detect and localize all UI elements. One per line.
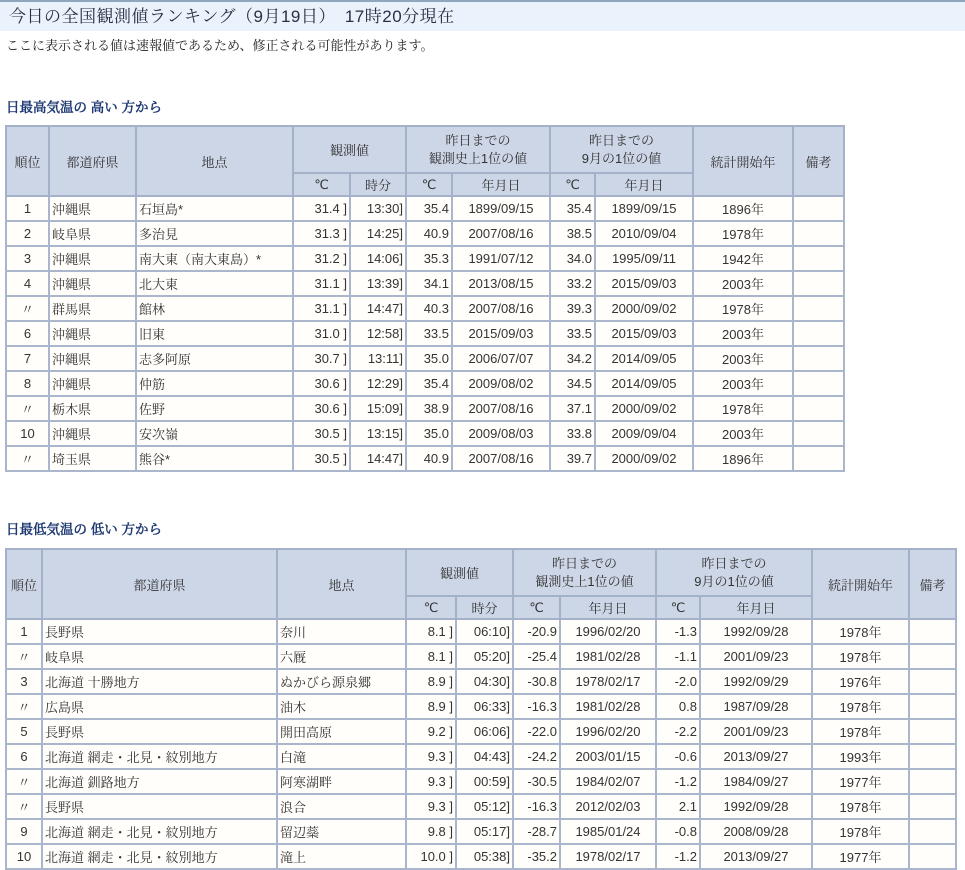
rec-all-date-cell: 1899/09/15 [452, 196, 550, 221]
stats-start-cell: 1942年 [693, 246, 793, 271]
col-header-record-month [656, 549, 812, 596]
table-row [6, 819, 956, 844]
rec-all-temp-cell: -30.8 [513, 669, 560, 694]
remarks-cell [909, 644, 956, 669]
col-header-rank: 順位 [6, 126, 49, 196]
rec-all-temp-cell: 38.9 [406, 396, 452, 421]
col-header-record-all-line2: 観測史上1位の値 [428, 150, 528, 166]
obs-temp-cell: 10.0 ] [406, 844, 456, 869]
rec-all-temp-cell: 40.3 [406, 296, 452, 321]
table-row [6, 371, 844, 396]
rec-month-date-cell: 1992/09/28 [700, 619, 812, 644]
station-cell: 油木 [277, 694, 406, 719]
max-temp-table [5, 125, 845, 472]
table-row [6, 321, 844, 346]
table-row [6, 669, 956, 694]
station-cell: 多治見 [136, 221, 293, 246]
obs-time-cell: 06:33] [456, 694, 513, 719]
prefecture-cell: 沖縄県 [49, 371, 136, 396]
obs-temp-cell: 31.3 ] [293, 221, 350, 246]
rank-cell: 9 [6, 819, 42, 844]
rec-month-date-cell: 1992/09/28 [700, 794, 812, 819]
table-row [6, 221, 844, 246]
remarks-cell [793, 221, 844, 246]
rec-all-temp-cell: 34.1 [406, 271, 452, 296]
obs-time-cell: 13:15] [350, 421, 406, 446]
rec-month-date-cell: 2010/09/04 [595, 221, 693, 246]
prefecture-cell: 沖縄県 [49, 246, 136, 271]
min-temp-table [5, 548, 957, 870]
rec-all-temp-cell: -24.2 [513, 744, 560, 769]
table-row [6, 421, 844, 446]
rec-all-temp-cell: 35.4 [406, 371, 452, 396]
obs-time-cell: 14:06] [350, 246, 406, 271]
table-row [6, 396, 844, 421]
table-row [6, 271, 844, 296]
obs-time-cell: 14:47] [350, 446, 406, 471]
rec-month-date-cell: 2009/09/04 [595, 421, 693, 446]
rec-all-temp-cell: -16.3 [513, 694, 560, 719]
rank-cell: 3 [6, 669, 42, 694]
rec-all-date-cell: 1978/02/17 [560, 669, 656, 694]
rec-all-date-cell: 1978/02/17 [560, 844, 656, 869]
rank-cell: 7 [6, 346, 49, 371]
table-row [6, 694, 956, 719]
rank-cell: 〃 [6, 396, 49, 421]
rec-month-date-cell: 2014/09/05 [595, 371, 693, 396]
station-cell: 開田高原 [277, 719, 406, 744]
stats-start-cell: 1977年 [812, 844, 909, 869]
section-title-min-temp: 日最低気温の 低い 方から [6, 522, 163, 537]
col-header-record-month-line2: 9月の1位の値 [581, 150, 662, 166]
rank-cell: 〃 [6, 769, 42, 794]
station-cell: ぬかびら源泉郷 [277, 669, 406, 694]
station-cell: 浪合 [277, 794, 406, 819]
remarks-cell [793, 196, 844, 221]
rank-cell: 〃 [6, 794, 42, 819]
rank-cell: 8 [6, 371, 49, 396]
station-cell: 北大東 [136, 271, 293, 296]
unit-header-time: 時分 [456, 596, 513, 619]
rec-all-date-cell: 2007/08/16 [452, 296, 550, 321]
obs-temp-cell: 9.3 ] [406, 744, 456, 769]
rec-all-temp-cell: -25.4 [513, 644, 560, 669]
table-row [6, 246, 844, 271]
rec-all-temp-cell: 35.3 [406, 246, 452, 271]
col-header-record-all-line2: 観測史上1位の値 [535, 573, 634, 589]
stats-start-cell: 2003年 [693, 271, 793, 296]
obs-temp-cell: 8.1 ] [406, 644, 456, 669]
obs-time-cell: 06:06] [456, 719, 513, 744]
prefecture-cell: 北海道 網走・北見・紋別地方 [42, 744, 277, 769]
col-header-observed: 観測値 [406, 549, 513, 596]
rec-all-date-cell: 1996/02/20 [560, 719, 656, 744]
col-header-station: 地点 [136, 126, 293, 196]
obs-temp-cell: 9.3 ] [406, 794, 456, 819]
remarks-cell [793, 371, 844, 396]
rec-month-temp-cell: 34.5 [550, 371, 595, 396]
table-row [6, 644, 956, 669]
prefecture-cell: 埼玉県 [49, 446, 136, 471]
prefecture-cell: 沖縄県 [49, 346, 136, 371]
stats-start-cell: 1978年 [693, 296, 793, 321]
rec-month-date-cell: 2014/09/05 [595, 346, 693, 371]
rec-month-date-cell: 2013/09/27 [700, 744, 812, 769]
rank-cell: 10 [6, 421, 49, 446]
rec-all-temp-cell: 33.5 [406, 321, 452, 346]
station-cell: 阿寒湖畔 [277, 769, 406, 794]
obs-time-cell: 05:20] [456, 644, 513, 669]
rec-month-temp-cell: -1.3 [656, 619, 700, 644]
obs-temp-cell: 31.4 ] [293, 196, 350, 221]
table-row [6, 196, 844, 221]
rec-month-date-cell: 2015/09/03 [595, 321, 693, 346]
unit-header-temp: ℃ [293, 173, 350, 196]
unit-header-temp: ℃ [406, 596, 456, 619]
stats-start-cell: 1896年 [693, 446, 793, 471]
rec-month-date-cell: 2000/09/02 [595, 296, 693, 321]
rec-all-date-cell: 2007/08/16 [452, 446, 550, 471]
rec-month-temp-cell: 39.3 [550, 296, 595, 321]
stats-start-cell: 1978年 [812, 819, 909, 844]
remarks-cell [793, 396, 844, 421]
rec-month-date-cell: 2000/09/02 [595, 396, 693, 421]
remarks-cell [909, 619, 956, 644]
rec-all-date-cell: 1985/01/24 [560, 819, 656, 844]
remarks-cell [909, 744, 956, 769]
table-row [6, 844, 956, 869]
obs-time-cell: 13:30] [350, 196, 406, 221]
table-row [6, 446, 844, 471]
station-cell: 仲筋 [136, 371, 293, 396]
col-header-record-all-line1: 昨日までの [551, 555, 617, 571]
rec-month-temp-cell: -1.2 [656, 844, 700, 869]
remarks-cell [793, 271, 844, 296]
prefecture-cell: 長野県 [42, 619, 277, 644]
unit-header-temp: ℃ [550, 173, 595, 196]
unit-header-date: 年月日 [700, 596, 812, 619]
rec-month-temp-cell: 33.8 [550, 421, 595, 446]
rec-all-date-cell: 2013/08/15 [452, 271, 550, 296]
rec-month-date-cell: 1995/09/11 [595, 246, 693, 271]
stats-start-cell: 2003年 [693, 421, 793, 446]
station-cell: 志多阿原 [136, 346, 293, 371]
stats-start-cell: 1976年 [812, 669, 909, 694]
prefecture-cell: 岐阜県 [49, 221, 136, 246]
col-header-rank: 順位 [6, 549, 42, 619]
station-cell: 旧東 [136, 321, 293, 346]
col-header-record-all-line1: 昨日までの [445, 132, 511, 148]
rec-month-temp-cell: 33.2 [550, 271, 595, 296]
rec-all-date-cell: 2015/09/03 [452, 321, 550, 346]
col-header-stats-start: 統計開始年 [812, 549, 909, 619]
station-cell: 滝上 [277, 844, 406, 869]
rec-all-date-cell: 1981/02/28 [560, 694, 656, 719]
station-cell: 佐野 [136, 396, 293, 421]
obs-temp-cell: 30.5 ] [293, 421, 350, 446]
rec-month-temp-cell: -0.6 [656, 744, 700, 769]
station-cell: 留辺蘂 [277, 819, 406, 844]
station-cell: 六厩 [277, 644, 406, 669]
stats-start-cell: 1978年 [812, 794, 909, 819]
prefecture-cell: 長野県 [42, 719, 277, 744]
obs-time-cell: 14:47] [350, 296, 406, 321]
col-header-record-month-line1: 昨日までの [701, 555, 767, 571]
obs-time-cell: 05:12] [456, 794, 513, 819]
rec-all-temp-cell: -20.9 [513, 619, 560, 644]
rank-cell: 10 [6, 844, 42, 869]
col-header-record-all [406, 126, 550, 173]
obs-temp-cell: 31.0 ] [293, 321, 350, 346]
rec-month-temp-cell: 35.4 [550, 196, 595, 221]
stats-start-cell: 2003年 [693, 321, 793, 346]
rec-all-temp-cell: 40.9 [406, 221, 452, 246]
col-header-observed: 観測値 [293, 126, 406, 173]
rec-all-temp-cell: -30.5 [513, 769, 560, 794]
prefecture-cell: 沖縄県 [49, 196, 136, 221]
col-header-record-month [550, 126, 693, 173]
prefecture-cell: 北海道 網走・北見・紋別地方 [42, 819, 277, 844]
prefecture-cell: 岐阜県 [42, 644, 277, 669]
rec-all-date-cell: 2007/08/16 [452, 221, 550, 246]
obs-time-cell: 06:10] [456, 619, 513, 644]
col-header-stats-start: 統計開始年 [693, 126, 793, 196]
stats-start-cell: 1978年 [693, 396, 793, 421]
rank-cell: 6 [6, 744, 42, 769]
rank-cell: 3 [6, 246, 49, 271]
rec-month-temp-cell: -0.8 [656, 819, 700, 844]
station-cell: 奈川 [277, 619, 406, 644]
rank-cell: 1 [6, 619, 42, 644]
col-header-station: 地点 [277, 549, 406, 619]
stats-start-cell: 1993年 [812, 744, 909, 769]
rank-cell: 〃 [6, 296, 49, 321]
rec-month-temp-cell: -1.2 [656, 769, 700, 794]
rec-all-date-cell: 1984/02/07 [560, 769, 656, 794]
obs-temp-cell: 30.5 ] [293, 446, 350, 471]
station-cell: 安次嶺 [136, 421, 293, 446]
rec-all-date-cell: 2006/07/07 [452, 346, 550, 371]
unit-header-temp: ℃ [513, 596, 560, 619]
stats-start-cell: 2003年 [693, 346, 793, 371]
stats-start-cell: 2003年 [693, 371, 793, 396]
obs-time-cell: 14:25] [350, 221, 406, 246]
remarks-cell [909, 769, 956, 794]
rec-month-temp-cell: 39.7 [550, 446, 595, 471]
prefecture-cell: 北海道 網走・北見・紋別地方 [42, 844, 277, 869]
table-row [6, 744, 956, 769]
rec-all-date-cell: 1996/02/20 [560, 619, 656, 644]
rec-all-temp-cell: 35.0 [406, 421, 452, 446]
remarks-cell [909, 794, 956, 819]
rec-all-temp-cell: 40.9 [406, 446, 452, 471]
rec-month-temp-cell: 38.5 [550, 221, 595, 246]
table-row [6, 296, 844, 321]
table-row [6, 619, 956, 644]
obs-temp-cell: 8.9 ] [406, 669, 456, 694]
prefecture-cell: 北海道 十勝地方 [42, 669, 277, 694]
prefecture-cell: 栃木県 [49, 396, 136, 421]
obs-time-cell: 04:30] [456, 669, 513, 694]
obs-temp-cell: 9.3 ] [406, 769, 456, 794]
obs-temp-cell: 31.1 ] [293, 271, 350, 296]
remarks-cell [793, 296, 844, 321]
stats-start-cell: 1978年 [812, 719, 909, 744]
rank-cell: 4 [6, 271, 49, 296]
rank-cell: 〃 [6, 644, 42, 669]
col-header-remarks: 備考 [909, 549, 956, 619]
rank-cell: 6 [6, 321, 49, 346]
rec-month-date-cell: 2000/09/02 [595, 446, 693, 471]
unit-header-temp: ℃ [406, 173, 452, 196]
obs-temp-cell: 30.6 ] [293, 371, 350, 396]
rec-month-date-cell: 1899/09/15 [595, 196, 693, 221]
obs-time-cell: 05:17] [456, 819, 513, 844]
col-header-prefecture: 都道府県 [42, 549, 277, 619]
rank-cell: 2 [6, 221, 49, 246]
rec-all-date-cell: 2009/08/03 [452, 421, 550, 446]
obs-time-cell: 00:59] [456, 769, 513, 794]
rec-month-date-cell: 2015/09/03 [595, 271, 693, 296]
rec-month-temp-cell: -1.1 [656, 644, 700, 669]
rank-cell: 5 [6, 719, 42, 744]
prefecture-cell: 長野県 [42, 794, 277, 819]
prefecture-cell: 沖縄県 [49, 321, 136, 346]
col-header-record-month-line2: 9月の1位の値 [694, 573, 774, 589]
remarks-cell [909, 719, 956, 744]
col-header-prefecture: 都道府県 [49, 126, 136, 196]
rec-month-temp-cell: 37.1 [550, 396, 595, 421]
obs-temp-cell: 30.6 ] [293, 396, 350, 421]
rank-cell: 〃 [6, 694, 42, 719]
rec-all-temp-cell: -35.2 [513, 844, 560, 869]
disclaimer-note: ここに表示される値は速報値であるため、修正される可能性があります。 [6, 38, 434, 53]
remarks-cell [909, 844, 956, 869]
station-cell: 白滝 [277, 744, 406, 769]
rec-all-temp-cell: -16.3 [513, 794, 560, 819]
remarks-cell [909, 669, 956, 694]
rec-all-date-cell: 1991/07/12 [452, 246, 550, 271]
obs-temp-cell: 8.9 ] [406, 694, 456, 719]
rec-month-date-cell: 1992/09/29 [700, 669, 812, 694]
rec-month-date-cell: 1987/09/28 [700, 694, 812, 719]
rec-month-date-cell: 2013/09/27 [700, 844, 812, 869]
stats-start-cell: 1978年 [812, 694, 909, 719]
rec-month-temp-cell: -2.2 [656, 719, 700, 744]
obs-temp-cell: 9.2 ] [406, 719, 456, 744]
stats-start-cell: 1978年 [812, 619, 909, 644]
col-header-record-month-line1: 昨日までの [588, 132, 654, 148]
section-title-max-temp: 日最高気温の 高い 方から [6, 100, 163, 115]
rec-all-temp-cell: -28.7 [513, 819, 560, 844]
obs-temp-cell: 8.1 ] [406, 619, 456, 644]
station-cell: 熊谷* [136, 446, 293, 471]
prefecture-cell: 北海道 釧路地方 [42, 769, 277, 794]
rec-month-temp-cell: 33.5 [550, 321, 595, 346]
obs-time-cell: 05:38] [456, 844, 513, 869]
rec-month-temp-cell: -2.0 [656, 669, 700, 694]
station-cell: 館林 [136, 296, 293, 321]
rec-month-date-cell: 2001/09/23 [700, 719, 812, 744]
obs-time-cell: 04:43] [456, 744, 513, 769]
remarks-cell [909, 819, 956, 844]
prefecture-cell: 群馬県 [49, 296, 136, 321]
obs-time-cell: 12:58] [350, 321, 406, 346]
station-cell: 南大東（南大東島）* [136, 246, 293, 271]
rec-month-temp-cell: 34.0 [550, 246, 595, 271]
rec-month-temp-cell: 0.8 [656, 694, 700, 719]
rec-all-temp-cell: 35.0 [406, 346, 452, 371]
stats-start-cell: 1978年 [693, 221, 793, 246]
prefecture-cell: 沖縄県 [49, 271, 136, 296]
table-row [6, 719, 956, 744]
rec-all-date-cell: 2009/08/02 [452, 371, 550, 396]
table-row [6, 346, 844, 371]
rec-month-date-cell: 1984/09/27 [700, 769, 812, 794]
remarks-cell [793, 346, 844, 371]
table-row [6, 794, 956, 819]
rec-all-date-cell: 1981/02/28 [560, 644, 656, 669]
rec-month-temp-cell: 2.1 [656, 794, 700, 819]
table-row [6, 769, 956, 794]
rec-month-date-cell: 2008/09/28 [700, 819, 812, 844]
rec-all-date-cell: 2003/01/15 [560, 744, 656, 769]
station-cell: 石垣島* [136, 196, 293, 221]
rec-all-date-cell: 2012/02/03 [560, 794, 656, 819]
remarks-cell [793, 421, 844, 446]
page-title-bar [0, 0, 965, 31]
stats-start-cell: 1896年 [693, 196, 793, 221]
unit-header-time: 時分 [350, 173, 406, 196]
col-header-remarks: 備考 [793, 126, 844, 196]
rec-month-date-cell: 2001/09/23 [700, 644, 812, 669]
rec-all-date-cell: 2007/08/16 [452, 396, 550, 421]
remarks-cell [793, 446, 844, 471]
stats-start-cell: 1978年 [812, 644, 909, 669]
prefecture-cell: 沖縄県 [49, 421, 136, 446]
rank-cell: 〃 [6, 446, 49, 471]
obs-time-cell: 13:39] [350, 271, 406, 296]
rank-cell: 1 [6, 196, 49, 221]
rec-all-temp-cell: -22.0 [513, 719, 560, 744]
obs-time-cell: 15:09] [350, 396, 406, 421]
rec-all-temp-cell: 35.4 [406, 196, 452, 221]
remarks-cell [793, 321, 844, 346]
remarks-cell [793, 246, 844, 271]
unit-header-temp: ℃ [656, 596, 700, 619]
col-header-record-all [513, 549, 656, 596]
obs-temp-cell: 31.2 ] [293, 246, 350, 271]
unit-header-date: 年月日 [452, 173, 550, 196]
stats-start-cell: 1977年 [812, 769, 909, 794]
rec-month-temp-cell: 34.2 [550, 346, 595, 371]
unit-header-date: 年月日 [595, 173, 693, 196]
obs-temp-cell: 9.8 ] [406, 819, 456, 844]
obs-temp-cell: 30.7 ] [293, 346, 350, 371]
remarks-cell [909, 694, 956, 719]
obs-temp-cell: 31.1 ] [293, 296, 350, 321]
obs-time-cell: 12:29] [350, 371, 406, 396]
unit-header-date: 年月日 [560, 596, 656, 619]
obs-time-cell: 13:11] [350, 346, 406, 371]
page-title: 今日の全国観測値ランキング（9月19日） 17時20分現在 [9, 7, 455, 26]
prefecture-cell: 広島県 [42, 694, 277, 719]
